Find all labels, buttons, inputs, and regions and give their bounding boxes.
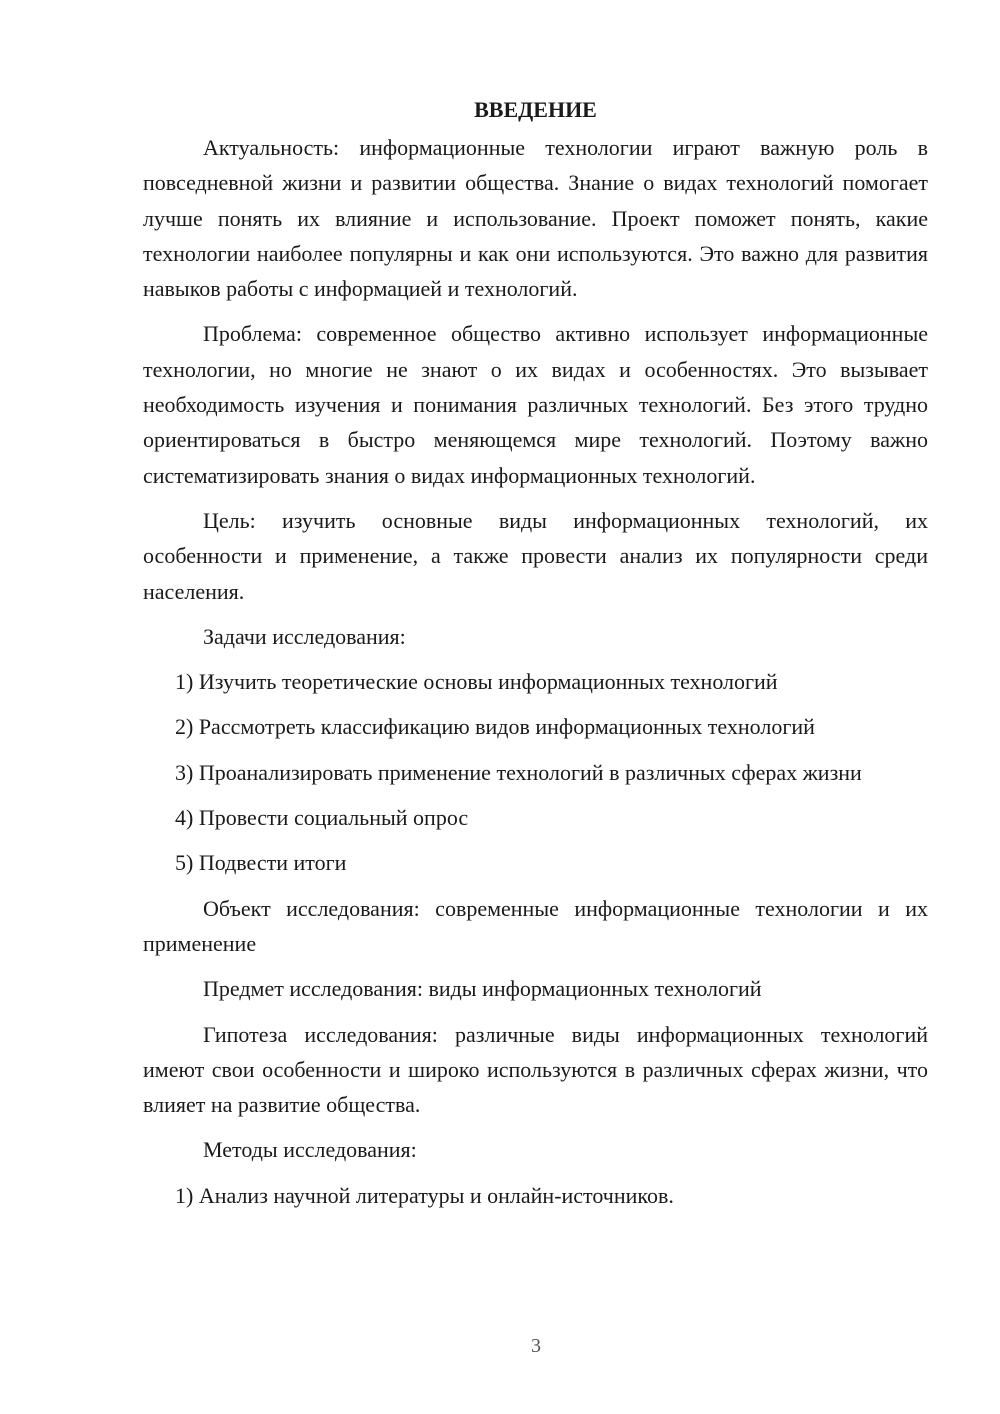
methods-title: Методы исследования:: [203, 1137, 417, 1163]
tasks-title: Задачи исследования:: [203, 623, 406, 649]
method-item-1: 1) Анализ научной литературы и онлайн-источников.: [175, 1182, 674, 1208]
page-number: 3: [531, 1335, 541, 1357]
task-item-5: 5) Подвести итоги: [175, 850, 347, 876]
task-item-2: 2) Рассмотреть классификацию видов информационных технологий: [175, 714, 815, 740]
task-item-1: 1) Изучить теоретические основы информационных технологий: [175, 669, 778, 695]
relevance-paragraph: Актуальность: информационные технологии играют важную роль в повседневной жизни и развитии общества. Знание о видах технологий помогает лучше понять их влияние и использование. Проект поможет понять, какие технологии наиболее популярны и как они используются. Это важно для развития навыков работы с информацией и технологий.: [143, 135, 928, 302]
hypothesis-paragraph: Гипотеза исследования: различные виды информационных технологий имеют свои особенности и широко используются в различных сферах жизни, что влияет на развитие общества.: [143, 1021, 928, 1118]
goal-paragraph: Цель: изучить основные виды информационных технологий, их особенности и применение, а также провести анализ их популярности среди населения.: [143, 507, 928, 604]
document-page: [143, 92, 928, 1223]
object-paragraph: Объект исследования: современные информационные технологии и их применение: [143, 895, 928, 956]
problem-paragraph: Проблема: современное общество активно использует информационные технологии, но многие не знают о их видах и особенностях. Это вызывает необходимость изучения и понимания различных технологий. Без этого трудно ориентироваться в быстро меняющемся мире технологий. Поэтому важно систематизировать знания о видах информационных технологий.: [143, 321, 928, 488]
subject-paragraph: Предмет исследования: виды информационных технологий: [203, 976, 762, 1002]
task-item-4: 4) Провести социальный опрос: [175, 805, 469, 831]
page-title: ВВЕДЕНИЕ: [474, 97, 597, 122]
task-item-3: 3) Проанализировать применение технологий в различных сферах жизни: [175, 759, 862, 785]
